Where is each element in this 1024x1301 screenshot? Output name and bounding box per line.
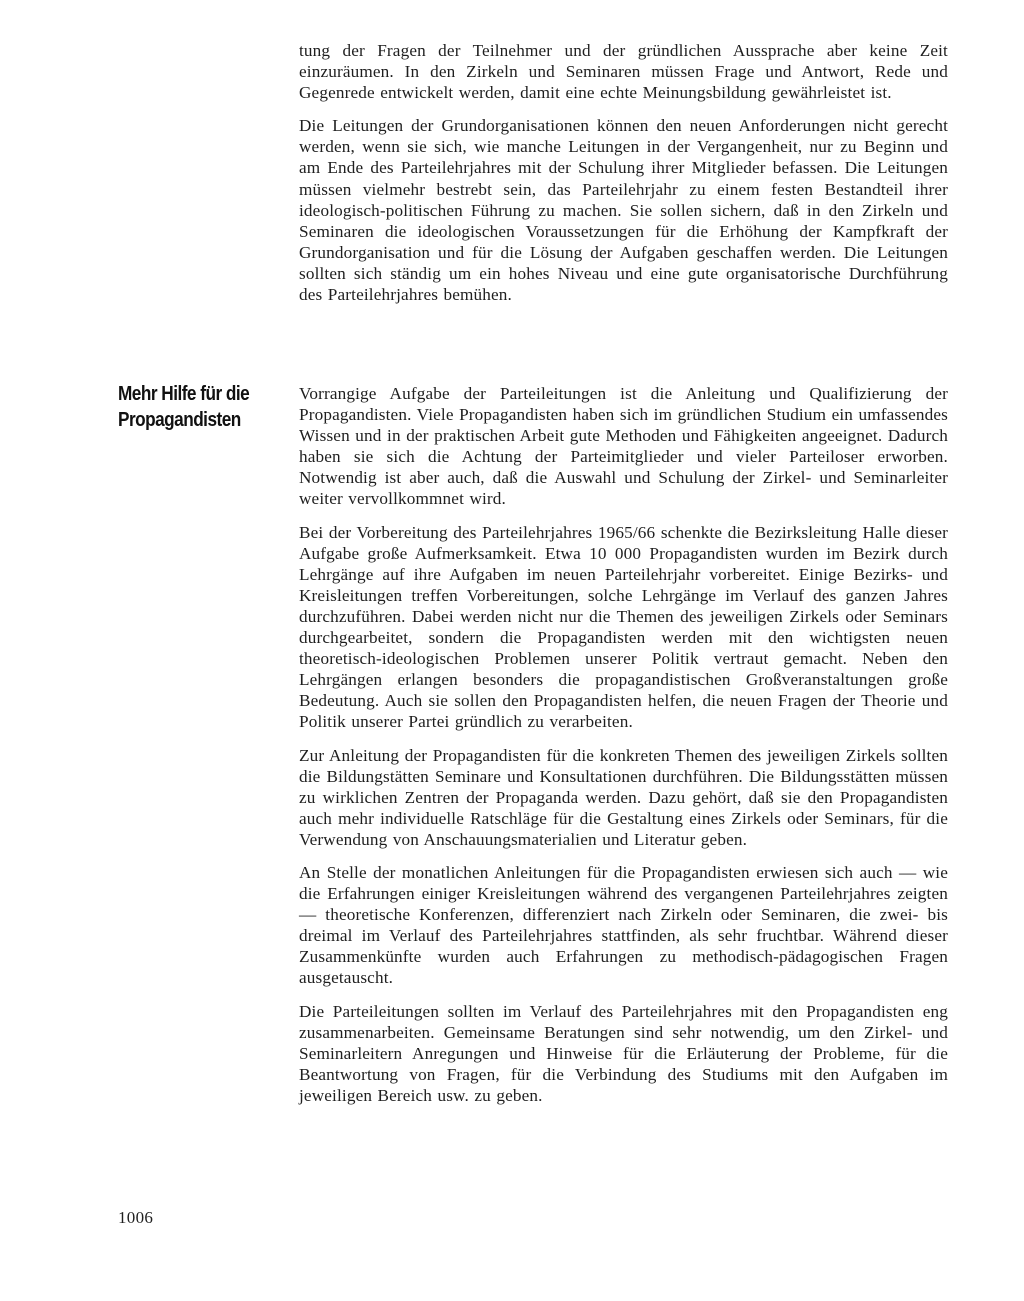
page-number: 1006 (118, 1208, 154, 1227)
section-heading-line-1: Mehr Hilfe für die (118, 383, 250, 405)
paragraph-anleitung: Zur Anleitung der Propagandisten für die konkreten Themen des jeweiligen Zirkels sollten die Bildungstätten Seminare und Konsultationen durchführen. Die Bildungsstätten müssen zu wirklichen Zentren der Propaganda werden. Dazu gehört, daß sie den Propagandisten auch mehr individuelle Ratschläge für die Gestaltung eines Zirkels oder Seminars, für die Verwendung von Anschauungsmaterialien und Literatur geben. (299, 745, 948, 849)
paragraph-konferenzen: An Stelle der monatlichen Anleitungen für die Propagandisten erwiesen sich auch — wie die Erfahrungen einiger Kreisleitungen während des vergangenen Parteilehrjahres zeigten — theoretische Konferenzen, differenziert nach Zirkeln oder Seminaren, die zwei- bis dreimal im Verlauf des Parteilehrjahres stattfinden, als sehr fruchtbar. Während dieser Zusammenkünfte wurden auch Erfahrungen zu methodisch-pädagogischen Fragen ausgetauscht. (299, 862, 948, 988)
paragraph-vorbereitung: Bei der Vorbereitung des Parteilehrjahres 1965/66 schenkte die Bezirksleitung Halle dieser Aufgabe große Aufmerksamkeit. Etwa 10 000 Propagandisten wurden im Bezirk durch Lehrgänge auf ihre Aufgaben im neuen Parteilehrjahr vorbereitet. Einige Bezirks- und Kreisleitungen treffen Vorbereitungen, solche Lehrgänge im Verlauf des ganzen Jahres durchzuführen. Dabei werden nicht nur die Themen des jeweiligen Zirkels oder Seminars durchgearbeitet, sondern die Propagandisten werden mit den wichtigsten neuen theoretisch-ideologischen Problemen unserer Politik vertraut gemacht. Neben den Lehrgängen erlangen besonders die propagandistischen Großveranstaltungen große Bedeutung. Auch sie sollen den Propagandisten helfen, die neuen Fragen der Theorie und Politik unserer Partei gründlich zu verarbeiten. (299, 522, 948, 732)
section-text-block (299, 383, 948, 1106)
top-text-block (299, 40, 948, 305)
paragraph-zusammenarbeit: Die Parteileitungen sollten im Verlauf des Parteilehrjahres mit den Propagandisten eng zusammenarbeiten. Gemeinsame Beratungen sind sehr notwendig, um den Zirkel- und Seminarleitern Anregungen und Hinweise für die Erläuterung der Probleme, für die Beantwortung von Fragen, für die Verbindung des Studiums mit den Aufgaben im jeweiligen Bereich usw. zu geben. (299, 1001, 948, 1105)
paragraph-continuation: tung der Fragen der Teilnehmer und der gründlichen Aussprache aber keine Zeit einzuräumen. In den Zirkeln und Seminaren müssen Frage und Antwort, Rede und Gegenrede entwickelt werden, damit eine echte Meinungsbildung gewährleistet ist. (299, 41, 948, 103)
section-heading-line-2: Propagandisten (118, 409, 241, 431)
paragraph-leitungen: Die Leitungen der Grundorganisationen können den neuen Anforderungen nicht gerecht werden, wenn sie sich, wie manche Leitungen in der Vergangenheit, nur zu Beginn und am Ende des Parteilehrjahres mit der Schulung ihrer Mitglieder befassen. Die Leitungen müssen vielmehr bestrebt sein, das Parteilehrjahr zu einem festen Bestandteil ihrer ideologisch-politischen Führung zu machen. Sie sollen sichern, daß in den Zirkeln und Seminaren die ideologischen Voraussetzungen für die Erhöhung der Kampfkraft der Grundorganisation und für die Lösung der Aufgaben geschaffen werden. Die Leitungen sollten sich ständig um ein hohes Niveau und eine gute organisatorische Durchführung des Parteilehrjahres bemühen. (299, 116, 948, 305)
paragraph-vorrangige-aufgabe: Vorrangige Aufgabe der Parteileitungen ist die Anleitung und Qualifizierung der Propagandisten. Viele Propagandisten haben sich im gründlichen Studium ein umfassendes Wissen und in der praktischen Arbeit gute Methoden und Fähigkeiten angeeignet. Dadurch haben sie sich die Achtung der Parteimitglieder und vieler Parteiloser erworben. Notwendig ist aber auch, daß die Auswahl und Schulung der Zirkel- und Seminarleiter weiter vervollkommnet wird. (299, 384, 948, 509)
section-heading (118, 381, 266, 433)
